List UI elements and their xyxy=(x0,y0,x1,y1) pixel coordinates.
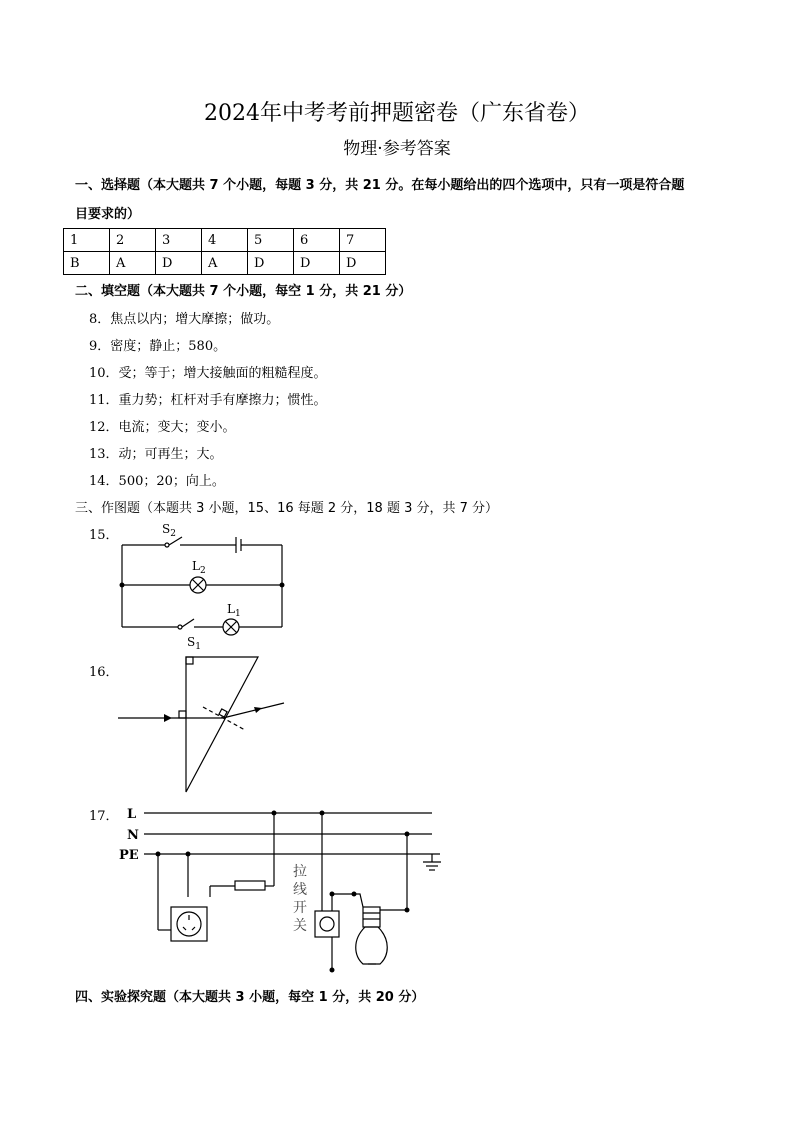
q15-l2-sub: 2 xyxy=(199,566,206,576)
answer-table-answer-row xyxy=(64,252,386,275)
section3-heading: 三、作图题（本题共 3 小题，15、16 每题 2 分，18 题 3 分，共 7 分） xyxy=(75,501,499,516)
page-title: 2024年中考考前押题密卷（广东省卷） xyxy=(204,101,590,126)
q17-number: 17． xyxy=(89,809,119,824)
table-cell: 4 xyxy=(202,229,248,252)
q15-s2-sub: 2 xyxy=(170,529,176,539)
fill-answer-13: 13．动；可再生；大。 xyxy=(89,447,223,462)
section4-heading: 四、实验探究题（本大题共 3 小题，每空 1 分，共 20 分） xyxy=(75,990,425,1005)
q15-circuit-diagram xyxy=(110,518,300,650)
table-cell: 6 xyxy=(294,229,340,252)
table-cell: 1 xyxy=(64,229,110,252)
table-cell: 7 xyxy=(340,229,386,252)
section1-heading-line1: 一、选择题（本大题共 7 个小题，每题 3 分，共 21 分。在每小题给出的四个选项中，只有一项是符合题 xyxy=(75,178,685,193)
q15-number: 15． xyxy=(89,528,119,543)
fill-answer-10: 10．受；等于；增大接触面的粗糙程度。 xyxy=(89,366,327,381)
line-pe-label: PE xyxy=(119,848,139,863)
svg-text:L2 xyxy=(192,559,206,576)
line-l-label: L xyxy=(127,807,137,822)
q15-l2-label: L xyxy=(192,559,200,573)
table-cell: B xyxy=(64,252,110,275)
table-cell: 3 xyxy=(156,229,202,252)
table-cell: D xyxy=(248,252,294,275)
fill-answer-11: 11．重力势；杠杆对手有摩擦力；惯性。 xyxy=(89,393,327,408)
q16-prism-diagram xyxy=(110,652,300,797)
fill-answer-8: 8．焦点以内；增大摩擦；做功。 xyxy=(89,312,280,327)
table-cell: D xyxy=(156,252,202,275)
switch-label-char: 开 xyxy=(293,900,307,916)
table-cell: A xyxy=(202,252,248,275)
q15-s1-label: S xyxy=(187,635,196,649)
q15-l1-label: L xyxy=(227,602,235,616)
switch-label-char: 关 xyxy=(293,918,307,934)
section1-heading-line2: 目要求的） xyxy=(75,207,141,222)
answer-table-number-row xyxy=(64,229,386,252)
table-cell: A xyxy=(110,252,156,275)
svg-text:S1 xyxy=(187,635,201,650)
switch-label-char: 拉 xyxy=(293,864,307,880)
q15-s2-label: S xyxy=(162,522,171,536)
svg-text:S2 xyxy=(162,522,176,539)
page-subtitle: 物理·参考答案 xyxy=(343,139,451,159)
section2-heading: 二、填空题（本大题共 7 个小题，每空 1 分，共 21 分） xyxy=(75,284,412,299)
table-cell: D xyxy=(340,252,386,275)
q15-l1-sub: 1 xyxy=(234,609,241,619)
fill-answer-12: 12．电流；变大；变小。 xyxy=(89,420,236,435)
table-cell: 2 xyxy=(110,229,156,252)
answer-table xyxy=(63,228,386,275)
q17-wiring-diagram xyxy=(110,800,450,975)
switch-label-char: 线 xyxy=(293,882,307,898)
q16-number: 16． xyxy=(89,665,119,680)
table-cell: D xyxy=(294,252,340,275)
q15-s1-sub: 1 xyxy=(195,642,201,650)
line-n-label: N xyxy=(127,828,139,843)
fill-answer-9: 9．密度；静止；580。 xyxy=(89,339,227,354)
table-cell: 5 xyxy=(248,229,294,252)
svg-text:L1 xyxy=(227,602,241,619)
fill-answer-14: 14．500；20；向上。 xyxy=(89,474,225,489)
